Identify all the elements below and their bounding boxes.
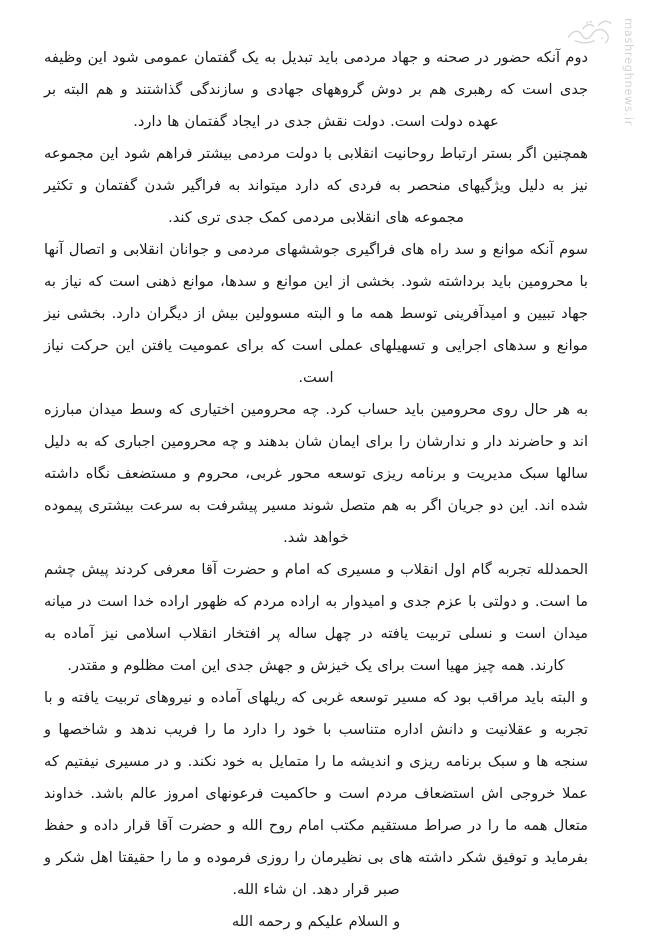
closing-salutation: و السلام علیکم و رحمه الله bbox=[231, 913, 401, 930]
paragraph: همچنین اگر بستر ارتباط روحانیت انقلابی با دولت مردمی بیشتر فراهم شود این مجموعه نیز به دلیل ویژگیهای منحصر به فردی که دارد میتواند به فراگیر شدن گفتمان و تکثیر مجموعه های انقلابی مردمی کمک جدی تری کند. bbox=[44, 145, 588, 226]
document-body bbox=[44, 42, 588, 938]
paragraph: الحمدلله تجربه گام اول انقلاب و مسیری که امام و حضرت آقا معرفی کردند پیش چشم ما است. و دولتی با عزم جدی و امیدوار به اراده مردم که ظهور اراده خدا است در میانه میدان است و نسلی تربیت یافته در چهل ساله پر افتخار انقلاب اسلامی نیز آماده به کارند. همه چیز مهیا است برای یک خیزش و جهش جدی این امت مظلوم و مقتدر. bbox=[44, 561, 588, 674]
paragraph: دوم آنکه حضور در صحنه و جهاد مردمی باید تبدیل به یک گفتمان عمومی شود این وظیفه جدی است که رهبری هم بر دوش گروههای جهادی و سازندگی گذاشتند و هم البته بر عهده دولت است. دولت نقش جدی در ایجاد گفتمان ها دارد. bbox=[44, 49, 588, 130]
paragraph: سوم آنکه موانع و سد راه های فراگیری جوششهای مردمی و جوانان انقلابی و اتصال آنها با محرومین باید برداشته شود. بخشی از این موانع و سدها، موانع ذهنی است که نیاز به جهاد تبیین و امیدآفرینی توسط همه ما و البته مسوولین بیش از دیگران دارد. بخشی نیز موانع و سدهای اجرایی و تسهیلهای عملی است که برای عمومیت یافتن این حرکت نیاز است. bbox=[44, 241, 588, 386]
paragraph: و البته باید مراقب بود که مسیر توسعه غربی که ریلهای آماده و نیروهای تربیت یافته و با تجربه و عقلانیت و دانش اداره متناسب با خود را دارد ما را فریب ندهد و شاخصها و سنجه ها و سبک برنامه ریزی و اندیشه ما را متمایل به خود نکند. و در مسیری نیفتیم که عملا خروجی اش استضعاف مردم است و حاکمیت فرعونهای امروز عالم باشد. خداوند متعال همه ما را در صراط مستقیم مکتب امام روح الله و حضرت آقا قرار داده و حفظ بفرماید و توفیق شکر داشته های بی نظیرمان را روزی فرموده و ما را حقیقتا اهل شکر و صبر قرار دهد. ان شاء الله. bbox=[44, 689, 588, 898]
watermark-url-text: mashreghnews.ir bbox=[622, 18, 636, 127]
paragraph: به هر حال روی محرومین باید حساب کرد. چه محرومین اختیاری که وسط میدان مبارزه اند و حاضرند دار و ندارشان را برای ایمان شان بدهند و چه محرومین اجباری که به دلیل سالها سبک مدیریت و برنامه ریزی توسعه محور غربی، محروم و مستضعف نگاه داشته شده اند. این دو جریان اگر به هم متصل شوند مسیر پیشرفت به سرعت بیشتری پیموده خواهد شد. bbox=[44, 401, 588, 546]
